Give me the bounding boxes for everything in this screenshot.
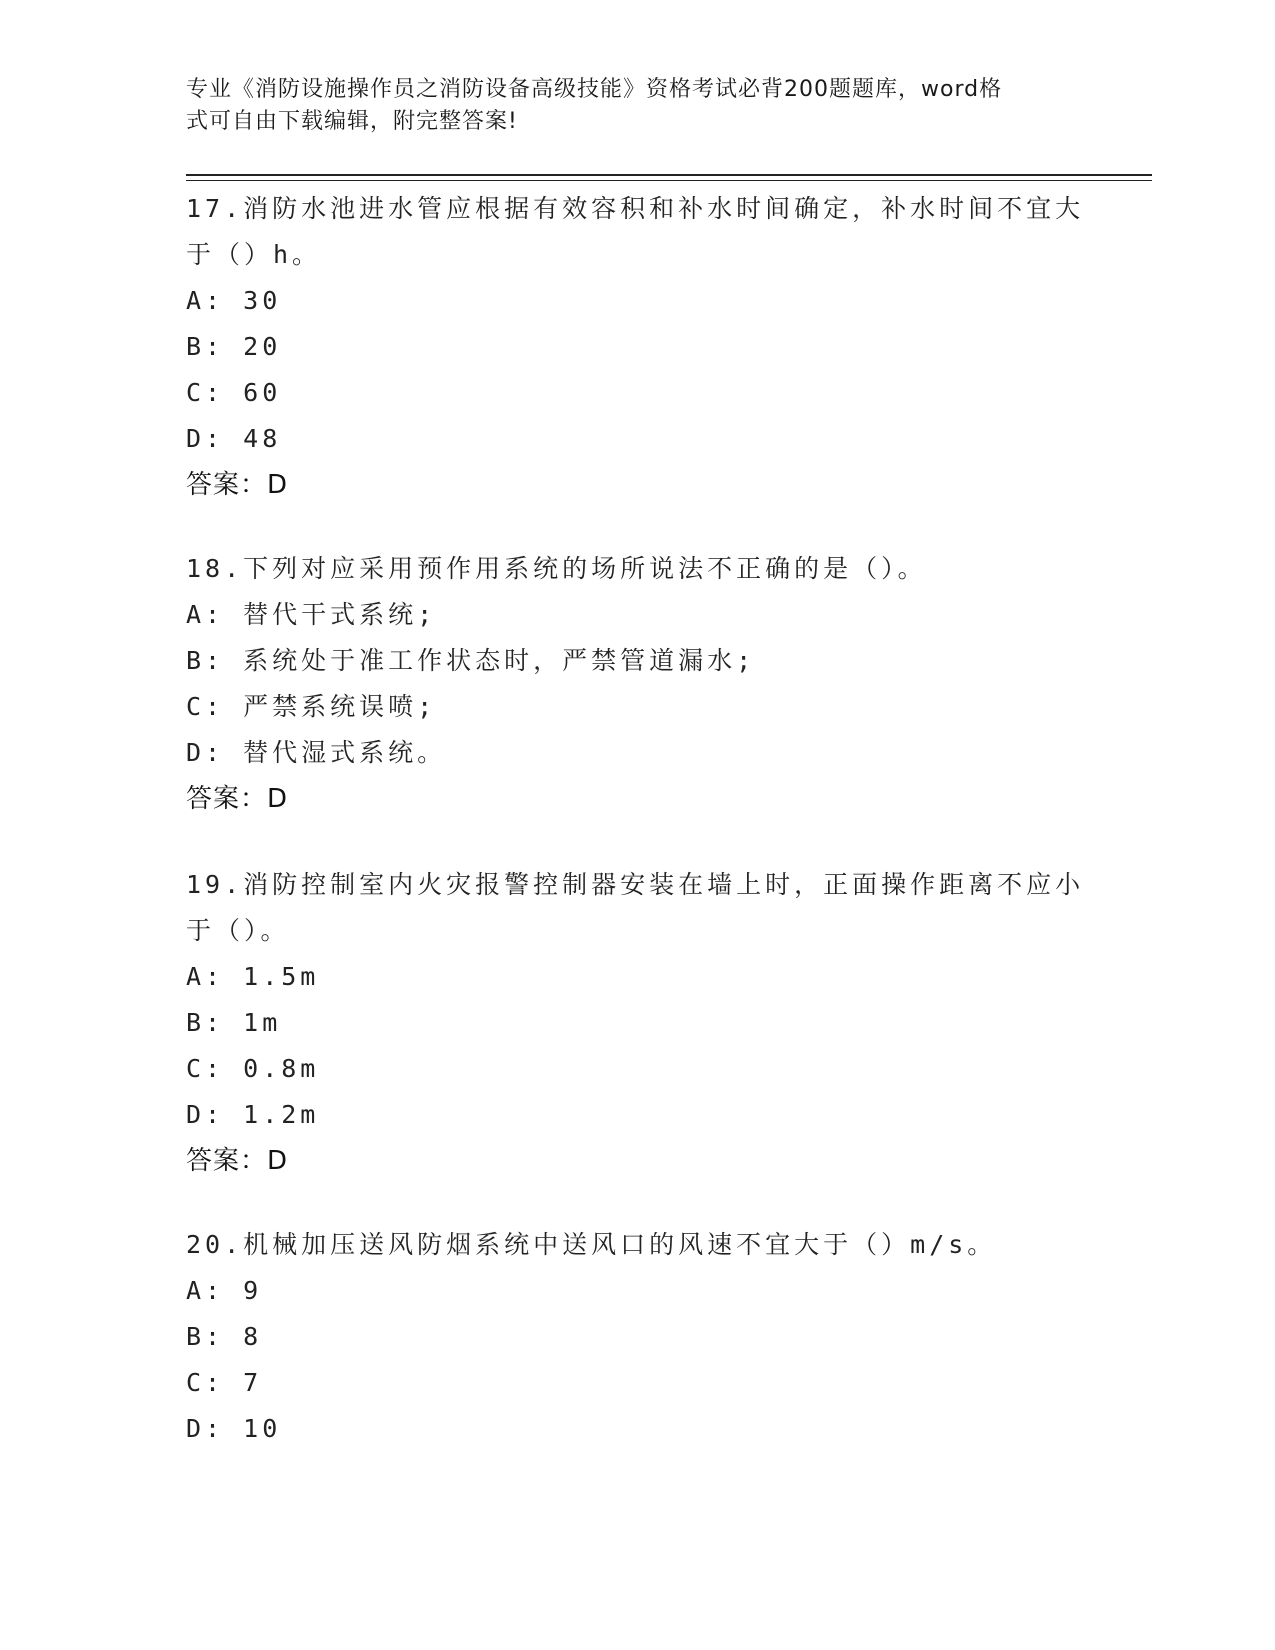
option-c: C: 严禁系统误喷;: [186, 692, 437, 721]
answer: 答案：D: [186, 1146, 289, 1176]
option-b: B: 20: [186, 332, 282, 361]
answer: 答案：D: [186, 470, 289, 500]
option-b: B: 系统处于准工作状态时，严禁管道漏水;: [186, 646, 756, 675]
header-line-1: 专业《消防设施操作员之消防设备高级技能》资格考试必背200题题库，word格: [186, 77, 1003, 102]
header-divider-thin: [186, 180, 1152, 181]
option-d: D: 替代湿式系统。: [186, 738, 447, 767]
question-19: [186, 862, 1086, 1184]
question-stem-line: 20.机械加压送风防烟系统中送风口的风速不宜大于（）m/s。: [186, 1230, 997, 1259]
question-stem-line: 18.下列对应采用预作用系统的场所说法不正确的是（）。: [186, 554, 927, 583]
answer: 答案：D: [186, 784, 289, 814]
question-20: [186, 1222, 1086, 1452]
header-line-2: 式可自由下载编辑，附完整答案!: [186, 109, 518, 134]
option-b: B: 1m: [186, 1008, 282, 1037]
question-stem-line: 19.消防控制室内火灾报警控制器安装在墙上时，正面操作距离不应小: [186, 870, 1085, 899]
document-header: [186, 74, 1086, 138]
option-d: D: 1.2m: [186, 1100, 320, 1129]
option-b: B: 8: [186, 1322, 263, 1351]
question-stem-line: 17.消防水池进水管应根据有效容积和补水时间确定，补水时间不宜大: [186, 194, 1085, 223]
option-d: D: 48: [186, 424, 282, 453]
question-stem-line: 于（）h。: [186, 240, 322, 269]
question-stem-line: 于（）。: [186, 916, 290, 945]
option-c: C: 7: [186, 1368, 263, 1397]
option-c: C: 0.8m: [186, 1054, 320, 1083]
option-a: A: 1.5m: [186, 962, 320, 991]
option-a: A: 9: [186, 1276, 263, 1305]
header-divider-thick: [186, 174, 1152, 176]
option-d: D: 10: [186, 1414, 282, 1443]
option-a: A: 替代干式系统;: [186, 600, 437, 629]
option-a: A: 30: [186, 286, 282, 315]
question-17: [186, 186, 1086, 508]
option-c: C: 60: [186, 378, 282, 407]
question-18: [186, 546, 1086, 822]
